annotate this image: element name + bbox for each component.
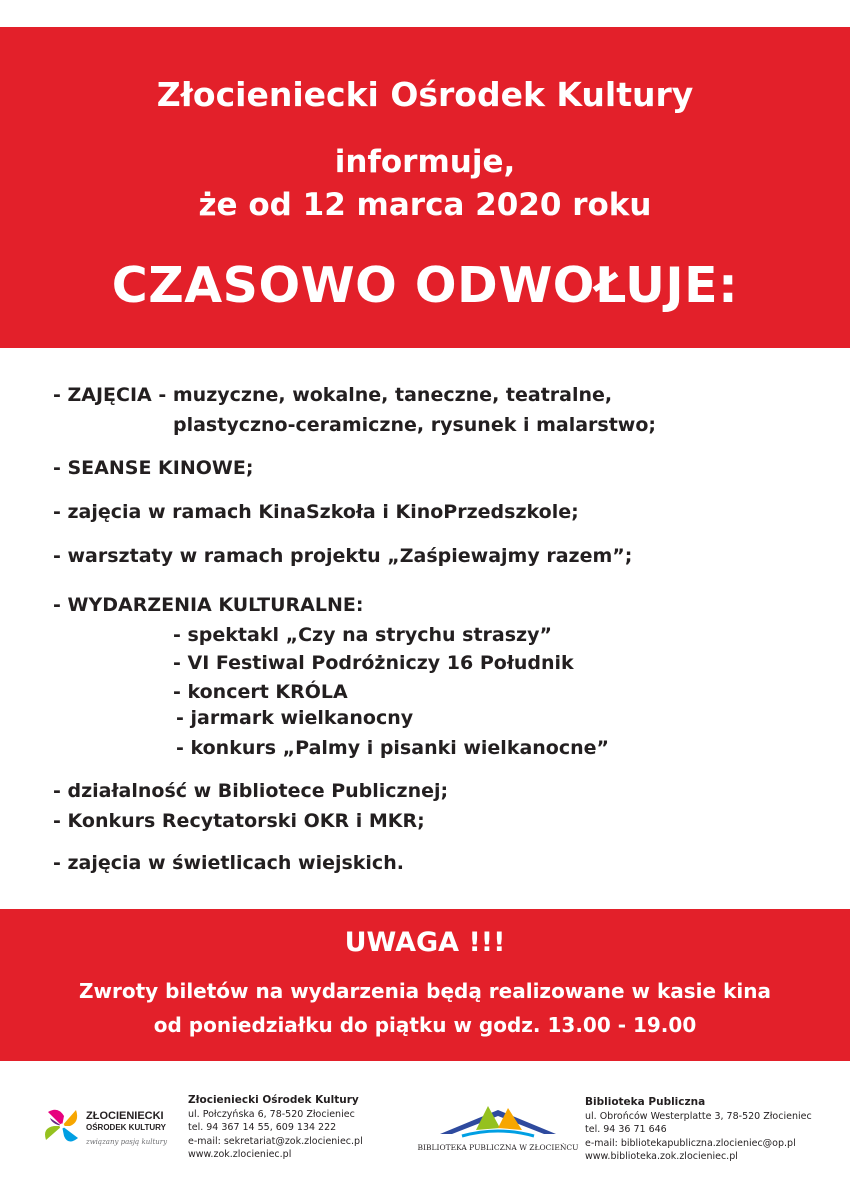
list-item: - działalność w Bibliotece Publicznej;	[53, 780, 449, 802]
event-item: - konkurs „Palmy i pisanki wielkanocne”	[176, 737, 610, 759]
event-item: - koncert KRÓLA	[173, 681, 348, 703]
notice-banner	[0, 909, 850, 1061]
zok-logo-name2: OŚRODEK KULTURY	[86, 1123, 166, 1132]
library-www: www.biblioteka.zok.zlocieniec.pl	[585, 1151, 738, 1162]
zok-logo	[40, 1098, 168, 1158]
library-address: ul. Obrońców Westerplatte 3, 78-520 Złocieniec	[585, 1110, 812, 1122]
zok-logo-tagline: związany pasją kultury	[86, 1138, 168, 1146]
pinwheel-icon	[45, 1110, 78, 1142]
list-item: - ZAJĘCIA - muzyczne, wokalne, taneczne, teatralne,	[53, 384, 613, 406]
list-item: - SEANSE KINOWE;	[53, 457, 254, 479]
list-item: plastyczno-ceramiczne, rysunek i malarstwo;	[173, 414, 657, 436]
header-date: że od 12 marca 2020 roku	[198, 187, 652, 223]
zok-email: e-mail: sekretariat@zok.zlocieniec.pl	[188, 1135, 363, 1147]
zok-contact	[188, 1094, 363, 1162]
notice-title: UWAGA !!!	[344, 927, 506, 958]
header-headline: CZASOWO ODWOŁUJE:	[111, 257, 739, 314]
header-title: Złocieniecki Ośrodek Kultury	[156, 75, 694, 114]
list-item: - Konkurs Recytatorski OKR i MKR;	[53, 810, 425, 832]
event-item: - spektakl „Czy na strychu straszy”	[173, 624, 552, 646]
event-item: - jarmark wielkanocny	[176, 707, 414, 729]
zok-logo-name1: ZŁOCIENIECKI	[86, 1110, 164, 1122]
library-logo	[417, 1100, 579, 1158]
zok-address: ul. Połczyńska 6, 78-520 Złocieniec	[188, 1108, 355, 1120]
list-item: - WYDARZENIA KULTURALNE:	[53, 594, 364, 616]
list-item: - warsztaty w ramach projektu „Zaśpiewajmy razem”;	[53, 545, 633, 567]
header-subtitle: informuje,	[334, 144, 516, 180]
notice-text-line1: Zwroty biletów na wydarzenia będą realizowane w kasie kina	[79, 979, 771, 1003]
book-icon	[440, 1106, 556, 1136]
library-logo-caption: BIBLIOTEKA PUBLICZNA W ZŁOCIEŃCU	[417, 1143, 579, 1152]
zok-phone: tel. 94 367 14 55, 609 134 222	[188, 1122, 337, 1133]
library-email: e-mail: bibliotekapubliczna.zlocieniec@op.pl	[585, 1137, 796, 1149]
event-item: - VI Festiwal Podróżniczy 16 Południk	[173, 652, 574, 674]
library-name: Biblioteka Publiczna	[585, 1096, 706, 1108]
zok-www: www.zok.zlocieniec.pl	[188, 1149, 292, 1160]
list-item: - zajęcia w świetlicach wiejskich.	[53, 852, 404, 874]
notice-text-line2: od poniedziałku do piątku w godz. 13.00 - 19.00	[153, 1013, 697, 1037]
library-phone: tel. 94 36 71 646	[585, 1124, 667, 1135]
list-item: - zajęcia w ramach KinaSzkoła i KinoPrzedszkole;	[53, 501, 579, 523]
zok-name: Złocieniecki Ośrodek Kultury	[188, 1094, 359, 1106]
library-contact	[585, 1096, 812, 1164]
